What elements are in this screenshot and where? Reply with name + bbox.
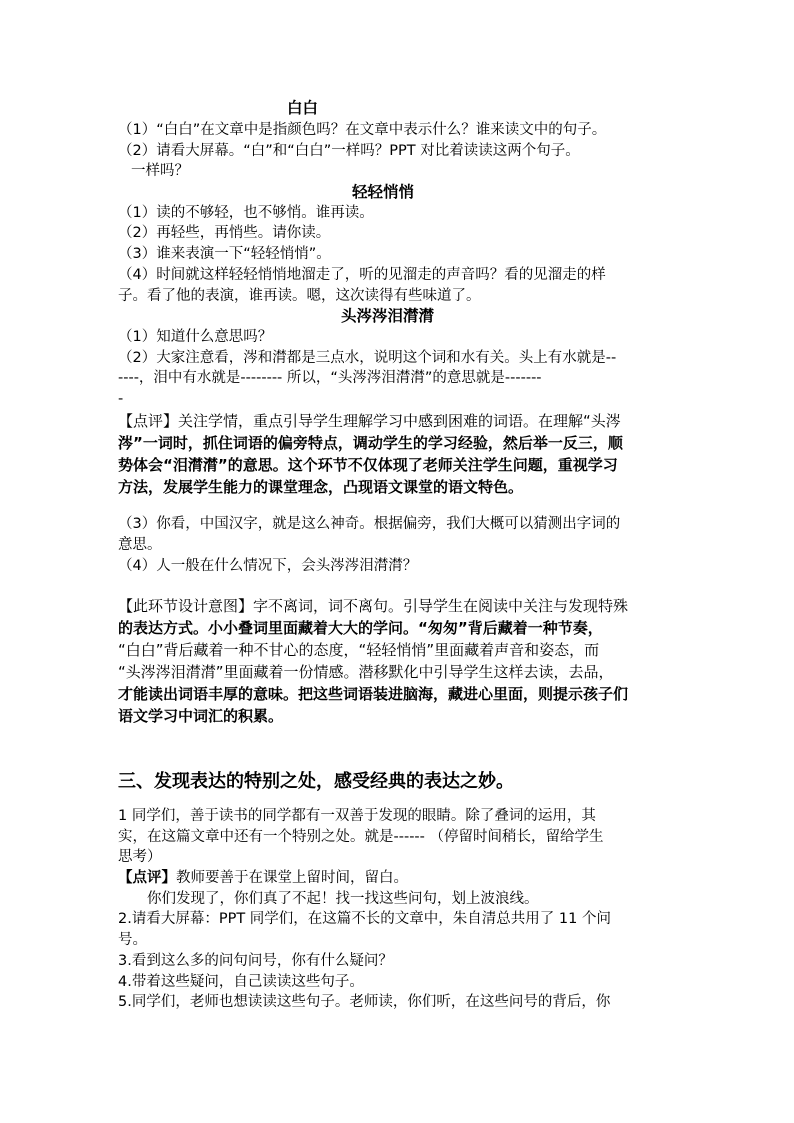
text-line: 1 同学们，善于读书的同学都有一双善于发现的眼睛。除了叠词的运用，其 (118, 808, 596, 824)
text-line: （1）“白白”在文章中是指颜色吗？在文章中表示什么？谁来读文中的句子。 (118, 122, 607, 138)
text-line: 才能读出词语丰厚的意味。把这些词语装进脑海，藏进心里面，则提示孩子们 (118, 685, 629, 703)
text-line: 语文学习中词汇的积累。 (118, 707, 284, 725)
text-line: 4.带着这些疑问，自己读读这些句子。 (118, 974, 364, 990)
text-line: 子。看了他的表演，谁再读。嗯，这次读得有些味道了。 (118, 288, 481, 304)
text-line: 2.请看大屏幕：PPT 同学们，在这篇不长的文章中，朱自清总共用了 11 个问 (118, 911, 611, 927)
design-intent-paragraph: 【此环节设计意图】字不离词，词不离句。引导学生在阅读中关注与发现特殊 (118, 597, 629, 615)
text-line: - (118, 391, 124, 407)
text-line: 思考） (118, 849, 162, 865)
comment-paragraph: 【点评】教师要善于在课堂上留时间，留白。 (118, 870, 408, 886)
text-line: （3）你看，中国汉字，就是这么神奇。根据偏旁，我们大概可以猜测出字词的 (118, 516, 621, 532)
heading-toucen: 头涔涔泪潸潸 (341, 307, 435, 325)
text-line: （2）大家注意看，涔和潸都是三点水，说明这个词和水有关。头上有水就是-- (118, 350, 617, 366)
text-line: “头涔涔泪潸潸”里面藏着一份情感。潜移默化中引导学生这样去读，去品， (118, 663, 614, 681)
text-line: 涔”一词时，抓住词语的偏旁特点，调动学生的学习经验，然后举一反三，顺 (118, 434, 623, 452)
comment-label: 【点评】 (118, 870, 176, 886)
text-line: 意思。 (118, 537, 162, 553)
text-line: （2）请看大屏幕。“白”和“白白”一样吗？PPT 对比着读读这两个句子。 (118, 143, 580, 159)
text-line: （4）时间就这样轻轻悄悄地溜走了，听的见溜走的声音吗？看的见溜走的样 (118, 267, 606, 283)
heading-baibai: 白白 (287, 99, 319, 117)
heading-qingqing: 轻轻悄悄 (352, 183, 415, 201)
text-line: “白白”背后藏着一种不甘心的态度，“轻轻悄悄”里面藏着声音和姿态，而 (118, 641, 600, 659)
text-line: 实，在这篇文章中还有一个特别之处。就是------ （停留时间稍长，留给学生 (118, 829, 604, 845)
text-line: 5.同学们，老师也想读读这些句子。老师读，你们听，在这些问号的背后，你 (118, 994, 611, 1010)
text-line: ----，泪中有水就是-------- 所以，“头涔涔泪潸潸”的意思就是------- (118, 370, 542, 386)
text-line: 你们发现了，你们真了不起！找一找这些问句，划上波浪线。 (147, 891, 539, 907)
text-line: 方法，发展学生能力的课堂理念，凸现语文课堂的语文特色。 (118, 478, 524, 496)
intent-label: 【此环节设计意图】 (118, 597, 254, 615)
comment-label: 【点评】 (118, 412, 179, 430)
text-line: （2）再轻些，再悄些。请你读。 (118, 225, 331, 241)
section-heading: 三、发现表达的特别之处，感受经典的表达之妙。 (118, 771, 514, 792)
text-line: 一样吗？ (131, 163, 189, 179)
text-line: （1）知道什么意思吗？ (118, 329, 273, 345)
text-line: 号。 (118, 932, 147, 948)
text-line: 的表达方式。小小叠词里面藏着大大的学问。“匆匆”背后藏着一种节奏， (118, 619, 603, 637)
text-line: 势体会“泪潸潸”的意思。这个环节不仅体现了老师关注学生问题，重视学习 (118, 456, 618, 474)
text-line: （4）人一般在什么情况下，会头涔涔泪潸潸？ (118, 558, 418, 574)
text-line: （1）读的不够轻，也不够悄。谁再读。 (118, 205, 374, 221)
text-line: （3）谁来表演一下“轻轻悄悄”。 (118, 246, 331, 262)
text-line: 3.看到这么多的问句问号，你有什么疑问？ (118, 953, 393, 969)
comment-paragraph: 【点评】关注学情，重点引导学生理解学习中感到困难的词语。在理解“头涔 (118, 412, 621, 430)
